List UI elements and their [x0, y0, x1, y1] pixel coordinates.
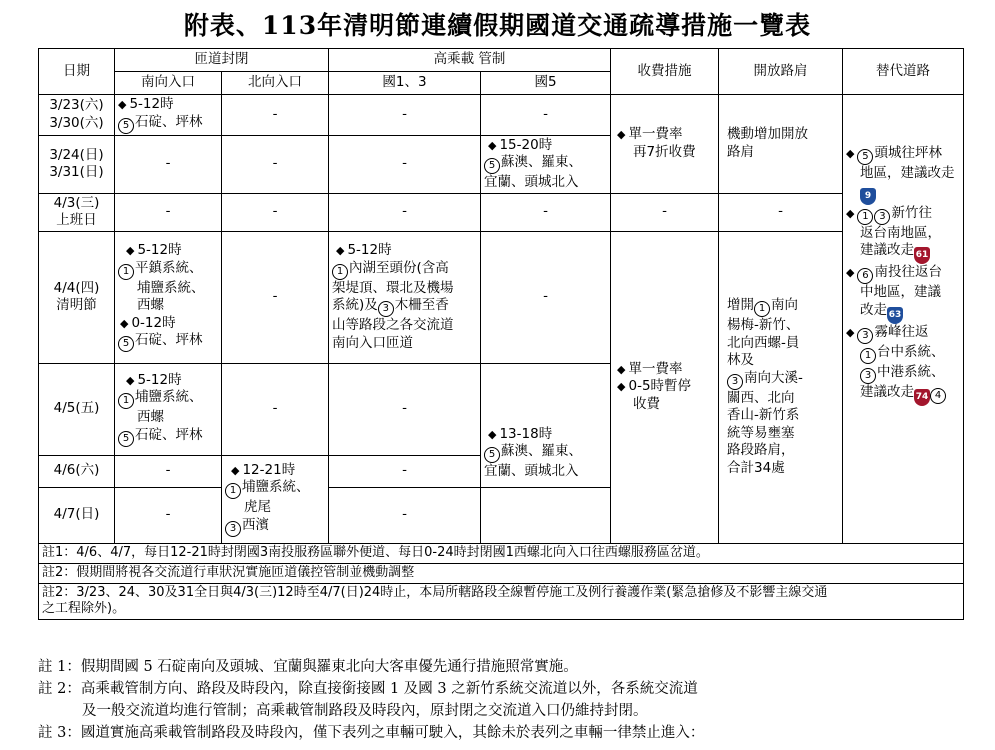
national-highway-3-icon: 3 — [874, 209, 890, 225]
north-ramp-cell: ◆ 12-21時 1 埔鹽系統、 虎尾 3 西濱 — [222, 455, 329, 543]
national-highway-1-icon: 1 — [118, 393, 134, 409]
provincial-highway-61-icon: 61 — [914, 247, 930, 264]
hov-n5-cell: - — [481, 193, 611, 231]
national-highway-4-icon: 4 — [930, 388, 946, 404]
header-date: 日期 — [39, 49, 115, 95]
hov-n1n3-cell: - — [329, 95, 481, 136]
header-hov: 高乘載 管制 — [329, 49, 611, 72]
header-north-ramp: 北向入口 — [222, 72, 329, 95]
national-highway-5-icon: 5 — [857, 149, 873, 165]
hov-n1n3-cell: ◆ 5-12時 1 內湖至頭份(含高 架堤頂、環北及機場 系統)及 3 木柵至香 山等路段之各交流道 南向入口匝道 — [329, 231, 481, 363]
south-ramp-cell: ◆ 5-12時 5 石碇、坪林 — [115, 95, 222, 136]
national-highway-3-icon: 3 — [727, 374, 743, 390]
hov-n5-cell: ◆ 15-20時 5 蘇澳、羅東、 宜蘭、頭城北入 — [481, 135, 611, 193]
national-highway-1-icon: 1 — [225, 483, 241, 499]
footnote-1: 註 1：假期間國 5 石碇南向及頭城、宜蘭與羅東北向大客車優先通行措施照常實施。 — [38, 659, 578, 675]
date-cell: 3/24(日) 3/31(日) — [39, 135, 115, 193]
date-cell: 4/4(四) 清明節 — [39, 231, 115, 363]
hov-n5-cell: - — [481, 231, 611, 363]
table-note-2: 註2：假期間將視各交流道行車狀況實施匝道儀控管制並機動調整 — [39, 563, 964, 583]
footnote-2: 註 2：高乘載管制方向、路段及時段內，除直接銜接國 1 及國 3 之新竹系統交流道以外，各系統交流道 — [38, 681, 698, 697]
provincial-highway-74-icon: 74 — [914, 389, 930, 406]
footnotes — [38, 656, 968, 744]
national-highway-1-icon: 1 — [754, 301, 770, 317]
date-cell: 4/3(三) 上班日 — [39, 193, 115, 231]
hov-n1n3-cell: - — [329, 363, 481, 455]
north-ramp-cell: - — [222, 363, 329, 455]
national-highway-5-icon: 5 — [484, 447, 500, 463]
national-highway-5-icon: 5 — [118, 431, 134, 447]
hov-n5-cell: - — [481, 95, 611, 136]
table-row — [39, 231, 964, 363]
header-toll: 收費措施 — [611, 49, 719, 95]
south-ramp-cell: - — [115, 193, 222, 231]
traffic-measures-table — [38, 48, 964, 620]
provincial-highway-9-icon: 9 — [860, 188, 876, 205]
footnote-2-continued: 及一般交流道均進行管制；高乘載管制路段及時段內，原封閉之交流道入口仍維持封閉。 — [82, 703, 648, 719]
shoulder-cell: 機動增加開放 路肩 — [719, 95, 843, 194]
national-highway-3-icon: 3 — [860, 368, 876, 384]
date-cell: 4/6(六) — [39, 455, 115, 487]
national-highway-6-icon: 6 — [857, 268, 873, 284]
date-cell: 4/5(五) — [39, 363, 115, 455]
header-hov-n1n3: 國1、3 — [329, 72, 481, 95]
toll-cell: - — [611, 193, 719, 231]
hov-n1n3-cell: - — [329, 135, 481, 193]
header-south-ramp: 南向入口 — [115, 72, 222, 95]
hov-n5-cell: ◆ 13-18時 5 蘇澳、羅東、 宜蘭、頭城北入 — [481, 363, 611, 487]
south-ramp-cell: ◆ 5-12時 1 平鎮系統、 埔鹽系統、 西螺 ◆ 0-12時 5 石碇、坪林 — [115, 231, 222, 363]
national-highway-1-icon: 1 — [860, 348, 876, 364]
header-ramp-closure: 匝道封閉 — [115, 49, 329, 72]
shoulder-cell: - — [719, 193, 843, 231]
south-ramp-cell: ◆ 5-12時 1 埔鹽系統、 西螺 5 石碇、坪林 — [115, 363, 222, 455]
national-highway-3-icon: 3 — [378, 301, 394, 317]
page-title: 附表、113年清明節連續假期國道交通疏導措施一覽表 — [183, 11, 812, 40]
hov-n1n3-cell: - — [329, 487, 481, 543]
date-cell: 3/23(六) 3/30(六) — [39, 95, 115, 136]
national-highway-1-icon: 1 — [118, 264, 134, 280]
hov-n1n3-cell: - — [329, 455, 481, 487]
shoulder-cell: 增開 1 南向 楊梅-新竹、 北向西螺-員 林及 3 南向大溪- 關西、北向 香山-新竹系 統等易壅塞 路段路肩， 合計34處 — [719, 231, 843, 543]
header-hov-n5: 國5 — [481, 72, 611, 95]
national-highway-5-icon: 5 — [484, 158, 500, 174]
toll-cell: ◆ 單一費率 再7折收費 — [611, 95, 719, 194]
south-ramp-cell: - — [115, 135, 222, 193]
north-ramp-cell: - — [222, 135, 329, 193]
header-shoulder: 開放路肩 — [719, 49, 843, 95]
national-highway-3-icon: 3 — [225, 521, 241, 537]
table-note-3: 註2：3/23、24、30及31全日與4/3(三)12時至4/7(日)24時止，本局所轄路段全線暫停施工及例行養護作業(緊急搶修及不影響主線交通 之工程除外)。 — [39, 583, 964, 620]
footnote-3: 註 3：國道實施高乘載管制路段及時段內，僅下表列之車輛可駛入，其餘未於表列之車輛一律禁止進入： — [38, 725, 705, 741]
table-row — [39, 95, 964, 136]
national-highway-1-icon: 1 — [857, 209, 873, 225]
table-note-1: 註1：4/6、4/7，每日12-21時封閉國3南投服務區聯外便道、每日0-24時封閉國1西螺北向入口往西螺服務區岔道。 — [39, 543, 964, 563]
hov-n1n3-cell: - — [329, 193, 481, 231]
south-ramp-cell: - — [115, 455, 222, 487]
north-ramp-cell: - — [222, 95, 329, 136]
national-highway-3-icon: 3 — [857, 328, 873, 344]
toll-cell: ◆ 單一費率 ◆ 0-5時暫停 收費 — [611, 231, 719, 543]
header-alternative: 替代道路 — [843, 49, 964, 95]
north-ramp-cell: - — [222, 231, 329, 363]
date-cell: 4/7(日) — [39, 487, 115, 543]
provincial-highway-63-icon: 63 — [887, 307, 903, 324]
national-highway-1-icon: 1 — [332, 264, 348, 280]
alt-cell: ◆ 5 頭城往坪林 地區，建議改走 9 ◆ 1 3 新竹往 返台南地區， 建議改走 61 ◆ 6 南投往返台 中地區，建議 改走 63 ◆ 3 霧峰往返 1 台中系統、 3 中港系統、 建議改走 74 4 — [843, 231, 964, 543]
south-ramp-cell: - — [115, 487, 222, 543]
table-row — [39, 193, 964, 231]
national-highway-5-icon: 5 — [118, 118, 134, 134]
national-highway-5-icon: 5 — [118, 336, 134, 352]
north-ramp-cell: - — [222, 193, 329, 231]
